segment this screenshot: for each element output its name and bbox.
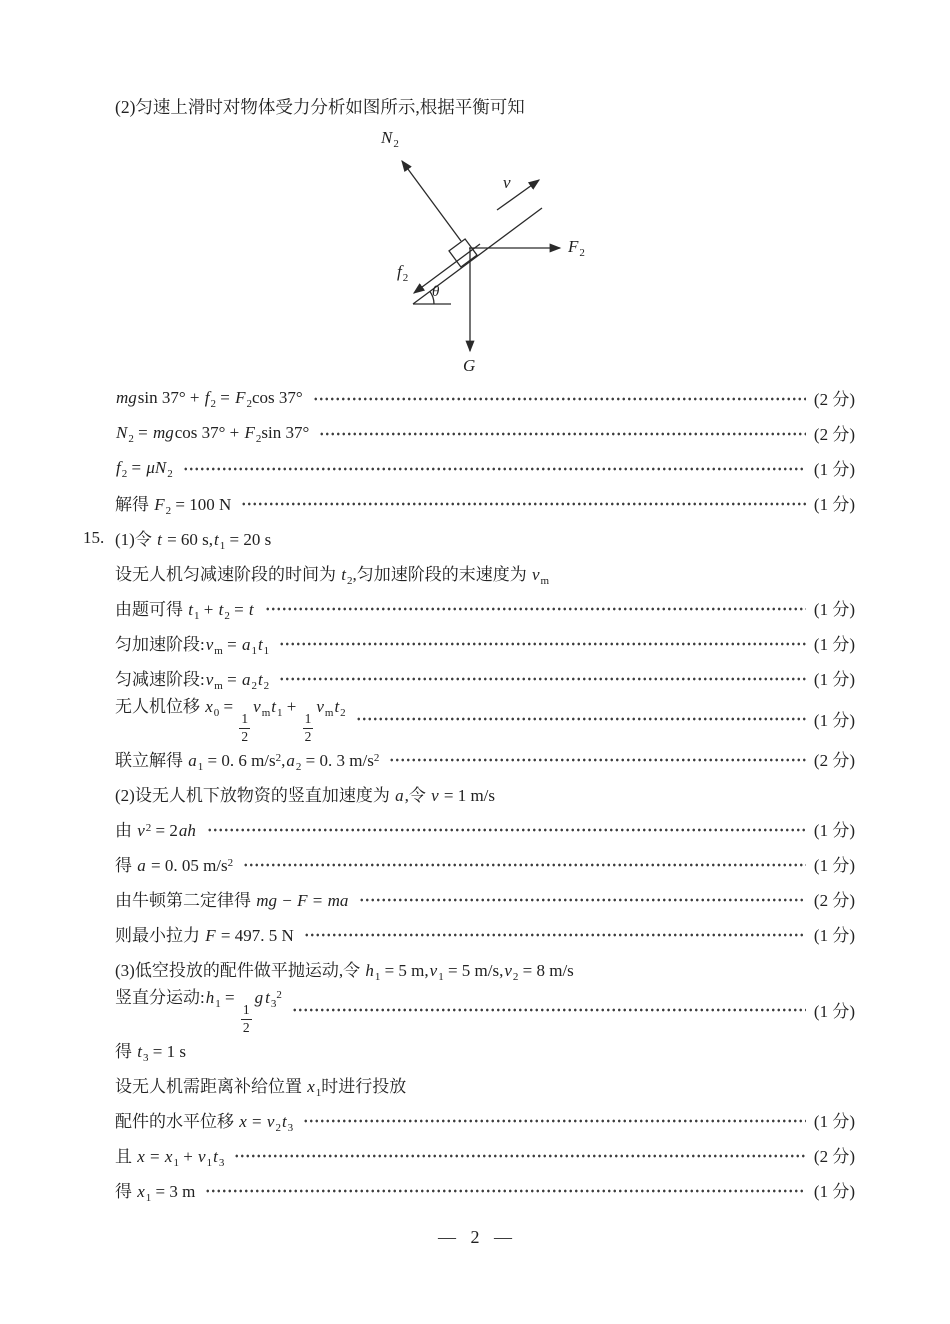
force-diagram [330, 125, 610, 383]
score-badge: (1 分) [813, 670, 855, 689]
dotted-leader [205, 1172, 806, 1207]
score-badge: (1 分) [813, 1112, 855, 1131]
score-badge: (1 分) [813, 600, 855, 619]
line-text: (1)令 t = 60 $s,t_1 = 20$ s [115, 530, 272, 552]
normal-force-label: $N_2$ [381, 128, 399, 150]
line-text: (2)设无人机下放物资的竖直加速度为 a,令 v = 1 m/s [115, 786, 496, 805]
dotted-leader [356, 695, 806, 741]
score-badge: (1 分) [813, 635, 855, 654]
solution-line [115, 986, 855, 1035]
score-badge: (1 分) [813, 1182, 855, 1201]
block [449, 239, 477, 267]
line-text: 且 $x = x_1 + v_1t_3$ [115, 1147, 225, 1169]
line-text: 则最小拉力 F = 497. 5 N [115, 926, 294, 945]
score-badge: (1 分) [813, 821, 855, 840]
dotted-leader [241, 485, 806, 520]
line-text: 得 $t_3 = 1$ s [115, 1042, 186, 1064]
dotted-leader [279, 625, 806, 660]
line-text: 得 a = 0. 05 $m/s^2$ [115, 856, 234, 875]
question-number: 15. [83, 527, 105, 547]
solution-line [115, 1102, 855, 1137]
solution-line [115, 881, 855, 916]
solution-line [115, 415, 855, 450]
line-text: 匀减速阶段$:v_m = a_2t_2$ [115, 670, 270, 692]
score-badge: (2 分) [813, 1147, 855, 1166]
applied-force-label: $F_2$ [568, 237, 585, 259]
line-text: mgsin $37^\circ + f_2 = F_2\cos$ 37° [116, 387, 303, 410]
score-badge: (2 分) [813, 425, 855, 444]
gravity-label: G [463, 356, 476, 375]
solution-line [115, 811, 855, 846]
score-badge: (1 分) [813, 710, 855, 730]
score-badge: (2 分) [813, 891, 855, 910]
dotted-leader [319, 415, 806, 450]
solution-line [115, 590, 855, 625]
solution-line [115, 916, 855, 951]
solution-line [115, 951, 855, 986]
velocity-label: v [503, 173, 511, 192]
score-badge: (1 分) [813, 495, 855, 514]
solution-line [115, 1032, 855, 1067]
line-text: 由牛顿第二定律得 mg − F = ma [115, 891, 349, 910]
dotted-leader [313, 380, 806, 415]
line-text: 配件的水平位移 $x = v_2t_3$ [115, 1112, 294, 1134]
solution-line [115, 485, 855, 520]
dotted-leader [303, 1102, 806, 1137]
solution-line [115, 741, 855, 776]
solution-line [115, 1137, 855, 1172]
angle-label: θ [432, 284, 440, 300]
line-text: 设无人机匀减速阶段的时间为 $t_2$,匀加速阶段的末速度为 $v_m$ [115, 565, 550, 587]
dotted-leader [389, 741, 806, 776]
line-text: 解得 $F_2 = 100$ N [115, 495, 232, 517]
solution-lines [83, 380, 855, 1207]
solution-line [115, 776, 855, 811]
solution-line [115, 450, 855, 485]
line-text: 由题可得 $t_1 + t_2 = t$ [115, 600, 254, 622]
dotted-leader [292, 986, 806, 1032]
solution-line [115, 1067, 855, 1102]
solution-line [115, 1172, 855, 1207]
solution-line [115, 380, 855, 415]
score-badge: (1 分) [813, 460, 855, 479]
dotted-leader [279, 660, 806, 695]
line-text: 匀加速阶段$:v_m = a_1t_1$ [115, 635, 270, 657]
line-text: 无人机位移 $x_0$ = $\frac{1}{2}$ $v_mt_1$ + $\frac{1}{2}$ $v_mt_2$ [115, 697, 346, 744]
dotted-leader [304, 916, 806, 951]
score-badge: (1 分) [813, 1001, 855, 1021]
dotted-leader [207, 811, 806, 846]
score-badge: (2 分) [813, 751, 855, 770]
dotted-leader [359, 881, 806, 916]
score-badge: (2 分) [813, 390, 855, 409]
page-number: — 2 — [438, 1227, 512, 1247]
line-text: $f_2 = \mu N_2$ [116, 457, 173, 480]
line-text: 联立解得 $a_1 = 0$. 6 $m/s^2,a_2 = 0$. 3 $m/s^2$ [115, 751, 380, 773]
part2-header: (2)匀速上滑时对物体受力分析如图所示,根据平衡可知 [115, 97, 525, 117]
line-text: 由 $v^2 = 2ah$ [115, 821, 196, 840]
line-text: $N_2 = mgcos$ $37^\circ + F_2\sin$ 37° [116, 422, 310, 445]
solution-line [115, 846, 855, 881]
line-text: 设无人机需距离补给位置 $x_1$时进行投放 [115, 1077, 407, 1099]
solution-line [115, 625, 855, 660]
normal-force-arrow [402, 161, 461, 241]
line-text: 得 $x_1 = 3$ m [115, 1182, 196, 1204]
friction-label: $f_2$ [397, 262, 409, 284]
solution-line [83, 520, 855, 555]
solution-line [115, 555, 855, 590]
dotted-leader [183, 450, 806, 485]
solution-line [115, 660, 855, 695]
solution-line [115, 695, 855, 744]
score-badge: (1 分) [813, 926, 855, 945]
dotted-leader [265, 590, 806, 625]
dotted-leader [234, 1137, 806, 1172]
dotted-leader [243, 846, 806, 881]
line-text: (3)低空投放的配件做平抛运动,令 $h_1 = 5$ $m,v_1 = 5$ $m/s,v_2 = 8$ m/s [115, 961, 574, 983]
line-text: 竖直分运动$:h_1$ = $\frac{1}{2}$ g $t_3^2$ [115, 988, 282, 1035]
score-badge: (1 分) [813, 856, 855, 875]
